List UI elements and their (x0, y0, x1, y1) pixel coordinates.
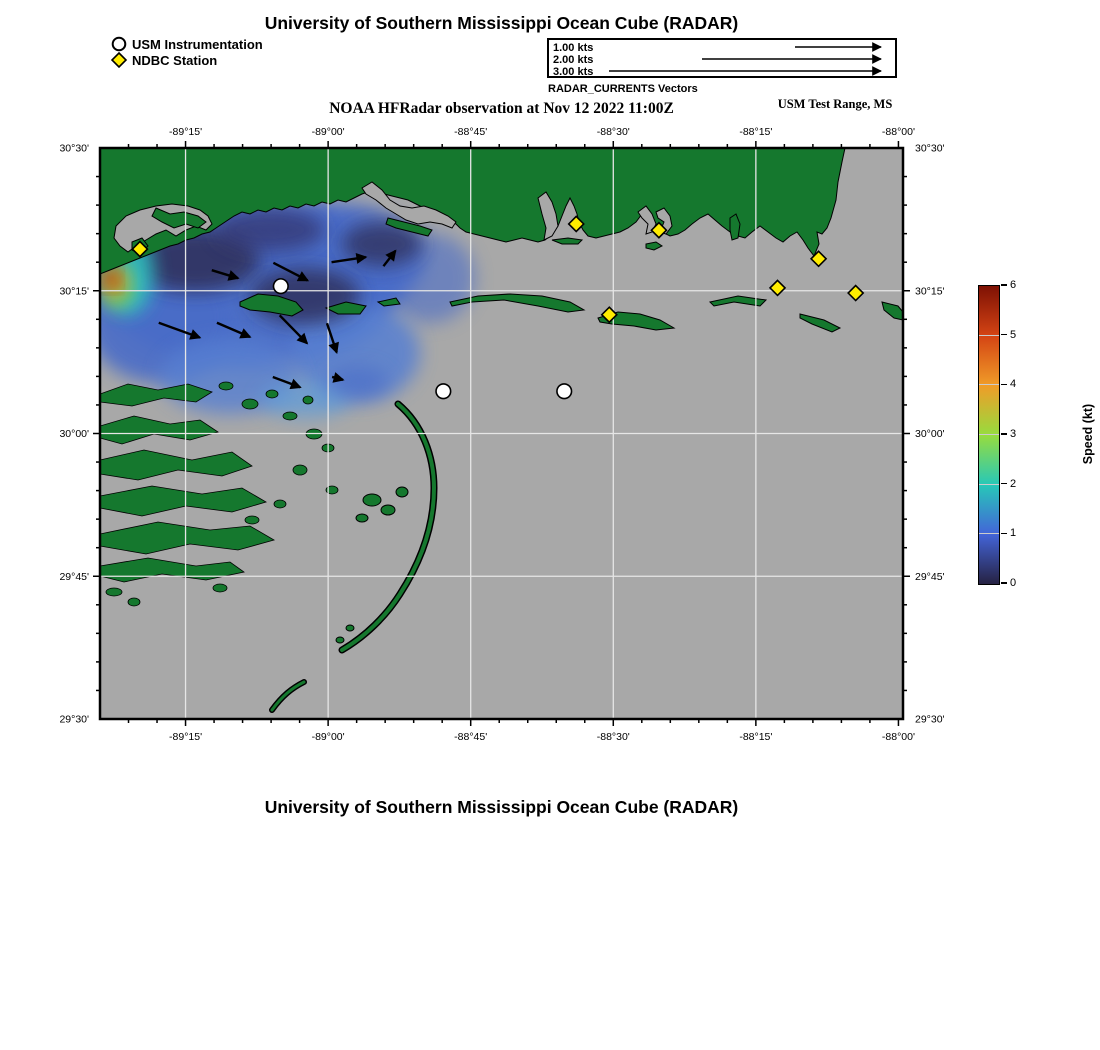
colorbar-gridline (979, 484, 999, 485)
usm-circle-icon (110, 36, 128, 52)
map-tick-label: -88°00' (881, 731, 915, 743)
map-tick-label: -88°00' (881, 126, 915, 138)
map-tick-label: -89°15' (169, 731, 203, 743)
map-tick-label: 30°30' (59, 142, 89, 155)
map-tick-label: -88°30' (596, 126, 630, 138)
map-tick-label: 30°15' (915, 285, 945, 298)
vector-scale-caption: RADAR_CURRENTS Vectors (548, 83, 698, 95)
map-tick-label: 29°30' (59, 713, 89, 726)
map-tick-label: -88°15' (739, 126, 773, 138)
legend-item-ndbc (110, 52, 263, 68)
colorbar-gridline (979, 434, 999, 435)
colorbar-tick (1001, 582, 1007, 584)
map-tick-label: -88°45' (454, 126, 488, 138)
colorbar-tick-label: 3 (1010, 428, 1017, 440)
colorbar-tick-label: 4 (1010, 378, 1017, 391)
vector-scale-label: 3.00 kts (553, 66, 594, 76)
legend-item-usm (110, 36, 263, 52)
map-plot (59, 126, 945, 743)
colorbar-tick (1001, 533, 1007, 535)
colorbar-gridline (979, 335, 999, 336)
colorbar-gridline (979, 533, 999, 534)
colorbar-tick-label: 1 (1010, 527, 1017, 540)
page-title: University of Southern Mississippi Ocean Cube (RADAR) (264, 13, 739, 33)
map-tick-label: 30°15' (59, 285, 89, 298)
map-tick-label: -88°30' (596, 731, 630, 743)
colorbar-title: Speed (kt) (1081, 403, 1095, 465)
usm-station-marker (436, 384, 451, 399)
vector-scale-box (547, 38, 897, 78)
colorbar-tick-label: 6 (1010, 279, 1017, 291)
colorbar-gridline (979, 384, 999, 385)
map-tick-label: -89°00' (311, 731, 345, 743)
speed-shading-blob (328, 366, 388, 398)
vector-scale-rows (549, 40, 895, 76)
map-tick-label: 30°00' (915, 428, 945, 440)
colorbar-tick-label: 0 (1010, 577, 1017, 589)
map-tick-label: -89°15' (169, 126, 203, 138)
colorbar-tick (1001, 284, 1007, 286)
vector-scale-label: 2.00 kts (553, 54, 594, 66)
observation-subtitle: NOAA HFRadar observation at Nov 12 2022 11:00Z (329, 100, 674, 117)
colorbar-tick (1001, 483, 1007, 485)
legend-label-usm: USM Instrumentation (132, 36, 263, 52)
vector-scale-label: 1.00 kts (553, 42, 594, 54)
ndbc-diamond-icon (110, 52, 128, 68)
map-tick-label: 29°30' (915, 713, 945, 726)
colorbar-tick (1001, 384, 1007, 386)
map-tick-label: 30°30' (915, 142, 945, 155)
legend-label-ndbc: NDBC Station (132, 52, 218, 68)
marker-legend (110, 36, 263, 68)
usm-station-marker (273, 279, 288, 294)
colorbar-tick-label: 5 (1010, 328, 1017, 341)
colorbar-tick-label: 2 (1010, 477, 1017, 490)
map-tick-label: 29°45' (915, 570, 945, 583)
footer-title: University of Southern Mississippi Ocean Cube (RADAR) (264, 797, 739, 817)
usm-station-marker (557, 384, 572, 399)
colorbar (978, 285, 1000, 585)
map-tick-label: 30°00' (59, 428, 89, 440)
colorbar-tick (1001, 433, 1007, 435)
map-tick-label: -89°00' (311, 126, 345, 138)
region-label: USM Test Range, MS (777, 97, 893, 111)
map-tick-label: -88°15' (739, 731, 773, 743)
map-tick-label: -88°45' (454, 731, 488, 743)
map-tick-label: 29°45' (59, 570, 89, 583)
colorbar-tick (1001, 334, 1007, 336)
